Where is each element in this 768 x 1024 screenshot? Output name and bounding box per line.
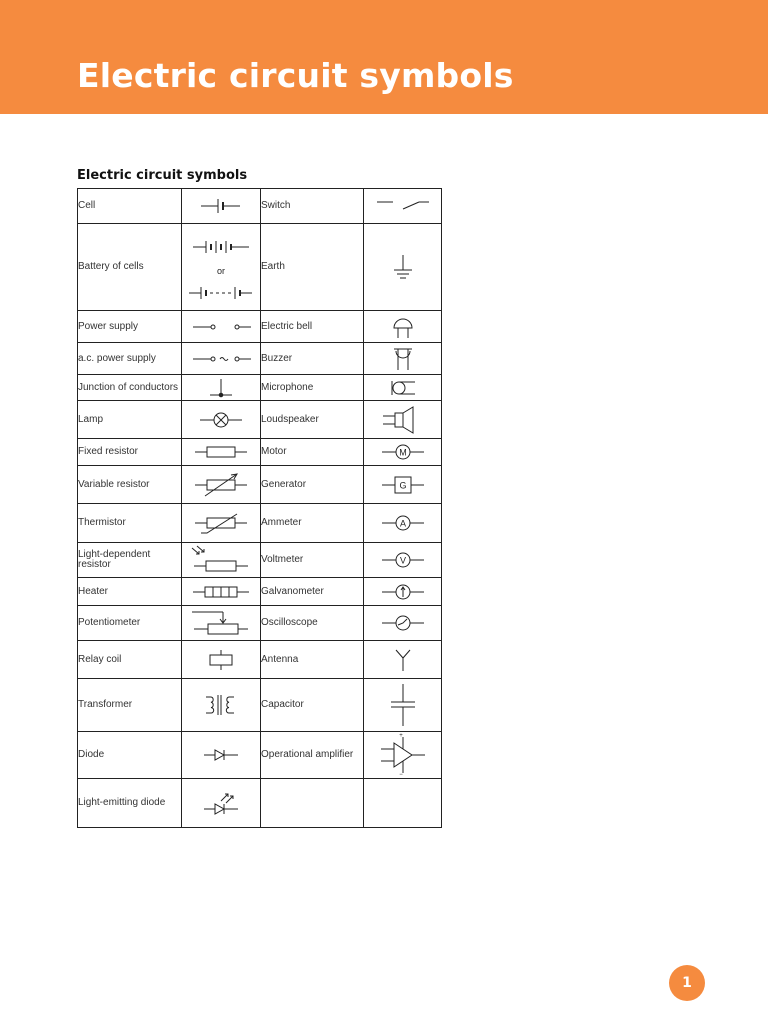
table-row xyxy=(78,466,442,504)
motor-letter: M xyxy=(398,447,407,458)
antenna-icon xyxy=(388,648,418,672)
heater-icon xyxy=(189,585,253,599)
voltmeter-symbol-icon xyxy=(364,543,442,578)
empty-symbol-cell xyxy=(364,779,442,828)
symbol-name-motor: Motor xyxy=(261,439,364,466)
symbol-name-fixed-resistor: Fixed resistor xyxy=(78,439,182,466)
symbol-name-ac-power-supply: a.c. power supply xyxy=(78,343,182,375)
capacitor-symbol-icon xyxy=(364,679,442,732)
table-row xyxy=(78,779,442,828)
symbol-name-lamp: Lamp xyxy=(78,401,182,439)
table-row xyxy=(78,401,442,439)
symbol-name-generator: Generator xyxy=(261,466,364,504)
power-supply-icon xyxy=(189,319,253,335)
electric-bell-symbol-icon xyxy=(364,311,442,343)
symbol-name-microphone: Microphone xyxy=(261,375,364,401)
microphone-symbol-icon xyxy=(364,375,442,401)
table-row xyxy=(78,439,442,466)
header-banner xyxy=(0,0,768,114)
symbol-name-diode: Diode xyxy=(78,732,182,779)
motor-symbol-icon xyxy=(364,439,442,466)
lamp-symbol-icon xyxy=(182,401,261,439)
ammeter-symbol-icon xyxy=(364,504,442,543)
ldr-icon xyxy=(190,546,252,574)
table-row xyxy=(78,543,442,578)
ac-power-supply-icon xyxy=(189,351,253,367)
loudspeaker-symbol-icon xyxy=(364,401,442,439)
table-row xyxy=(78,606,442,641)
switch-icon xyxy=(373,196,433,216)
relay-coil-symbol-icon xyxy=(182,641,261,679)
opamp-minus-label: − xyxy=(398,772,403,778)
page-title: Electric circuit symbols xyxy=(77,56,514,95)
symbol-name-capacitor: Capacitor xyxy=(261,679,364,732)
capacitor-icon xyxy=(383,682,423,728)
voltmeter-letter: V xyxy=(399,555,406,566)
symbol-name-power-supply: Power supply xyxy=(78,311,182,343)
power-supply-symbol-icon xyxy=(182,311,261,343)
table-row xyxy=(78,343,442,375)
page-number-badge: 1 xyxy=(669,965,705,1001)
variable-resistor-symbol-icon xyxy=(182,466,261,504)
junction-icon xyxy=(201,377,241,399)
symbol-name-galvanometer: Galvanometer xyxy=(261,578,364,606)
diode-icon xyxy=(201,747,241,763)
led-symbol-icon xyxy=(182,779,261,828)
variable-resistor-icon xyxy=(191,471,251,499)
fixed-resistor-icon xyxy=(191,445,251,459)
symbol-name-switch: Switch xyxy=(261,189,364,224)
table-row xyxy=(78,224,442,311)
voltmeter-icon xyxy=(378,551,428,569)
table-row xyxy=(78,189,442,224)
led-icon xyxy=(201,789,241,817)
table-row xyxy=(78,679,442,732)
oscilloscope-symbol-icon xyxy=(364,606,442,641)
symbol-name-heater: Heater xyxy=(78,578,182,606)
symbol-name-buzzer: Buzzer xyxy=(261,343,364,375)
antenna-symbol-icon xyxy=(364,641,442,679)
generator-letter: G xyxy=(398,480,407,490)
symbol-name-potentiometer: Potentiometer xyxy=(78,606,182,641)
potentiometer-icon xyxy=(190,609,252,637)
buzzer-icon xyxy=(388,346,418,372)
junction-symbol-icon xyxy=(182,375,261,401)
potentiometer-symbol-icon xyxy=(182,606,261,641)
loudspeaker-icon xyxy=(381,405,425,435)
symbol-name-thermistor: Thermistor xyxy=(78,504,182,543)
symbol-name-relay-coil: Relay coil xyxy=(78,641,182,679)
symbol-name-oscilloscope: Oscilloscope xyxy=(261,606,364,641)
or-label: or xyxy=(216,266,226,276)
electric-bell-icon xyxy=(388,314,418,340)
operational-amplifier-icon xyxy=(378,734,428,776)
table-row xyxy=(78,311,442,343)
cell-symbol-icon xyxy=(182,189,261,224)
earth-symbol-icon xyxy=(364,224,442,311)
switch-symbol-icon xyxy=(364,189,442,224)
galvanometer-icon xyxy=(378,583,428,601)
symbol-name-voltmeter: Voltmeter xyxy=(261,543,364,578)
battery-icon xyxy=(186,231,256,303)
symbol-name-electric-bell: Electric bell xyxy=(261,311,364,343)
buzzer-symbol-icon xyxy=(364,343,442,375)
galvanometer-symbol-icon xyxy=(364,578,442,606)
ldr-symbol-icon xyxy=(182,543,261,578)
thermistor-icon xyxy=(191,511,251,535)
battery-symbol-icon xyxy=(182,224,261,311)
symbol-name-transformer: Transformer xyxy=(78,679,182,732)
table-row xyxy=(78,375,442,401)
fixed-resistor-symbol-icon xyxy=(182,439,261,466)
symbol-name-empty xyxy=(261,779,364,828)
symbol-name-earth: Earth xyxy=(261,224,364,311)
oscilloscope-icon xyxy=(378,614,428,632)
symbol-name-ldr: Light-dependent resistor xyxy=(78,543,182,578)
diode-symbol-icon xyxy=(182,732,261,779)
earth-icon xyxy=(383,252,423,282)
relay-coil-icon xyxy=(201,649,241,671)
table-row xyxy=(78,732,442,779)
generator-symbol-icon xyxy=(364,466,442,504)
table-row xyxy=(78,578,442,606)
opamp-plus-label: + xyxy=(398,733,403,739)
transformer-symbol-icon xyxy=(182,679,261,732)
heater-symbol-icon xyxy=(182,578,261,606)
symbols-table xyxy=(77,188,442,828)
symbol-name-battery: Battery of cells xyxy=(78,224,182,311)
table-row xyxy=(78,504,442,543)
symbol-name-ammeter: Ammeter xyxy=(261,504,364,543)
symbol-name-variable-resistor: Variable resistor xyxy=(78,466,182,504)
ac-power-supply-symbol-icon xyxy=(182,343,261,375)
ammeter-letter: A xyxy=(399,518,406,529)
microphone-icon xyxy=(386,378,420,398)
symbol-name-antenna: Antenna xyxy=(261,641,364,679)
ammeter-icon xyxy=(378,514,428,532)
transformer-icon xyxy=(201,693,241,717)
operational-amplifier-symbol-icon xyxy=(364,732,442,779)
symbol-name-loudspeaker: Loudspeaker xyxy=(261,401,364,439)
table-row xyxy=(78,641,442,679)
generator-icon xyxy=(378,475,428,495)
thermistor-symbol-icon xyxy=(182,504,261,543)
symbol-name-cell: Cell xyxy=(78,189,182,224)
symbol-name-junction: Junction of conductors xyxy=(78,375,182,401)
cell-icon xyxy=(191,196,251,216)
symbol-name-led: Light-emitting diode xyxy=(78,779,182,828)
table-title: Electric circuit symbols xyxy=(77,168,248,183)
lamp-icon xyxy=(196,410,246,430)
symbol-name-operational-amplifier: Operational amplifier xyxy=(261,732,364,779)
motor-icon xyxy=(378,443,428,461)
